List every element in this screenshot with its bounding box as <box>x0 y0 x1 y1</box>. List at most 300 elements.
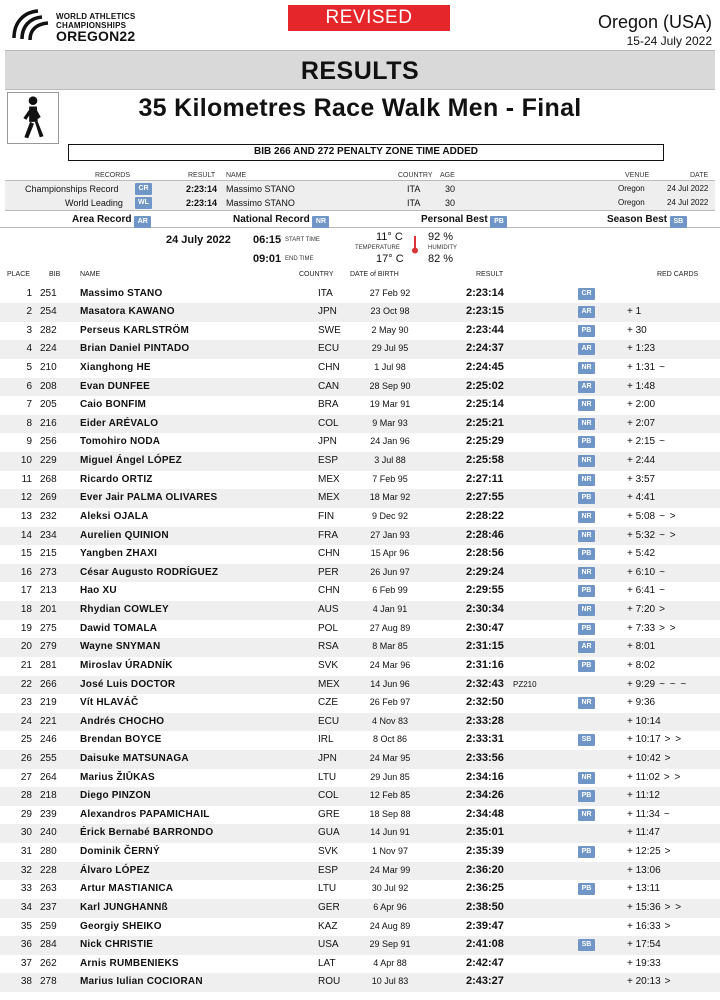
athlete-name-cell: Nick CHRISTIE <box>80 939 154 951</box>
country-cell: GUA <box>318 827 340 839</box>
gap-cell <box>627 381 655 392</box>
gap-cell <box>627 399 655 410</box>
place-cell: 38 <box>20 976 32 988</box>
dob-cell: 24 Jan 96 <box>370 436 410 447</box>
country-cell: ESP <box>318 864 339 876</box>
red-cards: ~ ~ ~ <box>659 678 688 690</box>
records-header-name: NAME <box>226 172 247 179</box>
gap-cell <box>627 492 655 503</box>
gap-cell <box>627 865 661 876</box>
time-gap: + 1:23 <box>627 343 656 355</box>
athlete-name-cell: Evan DUNFEE <box>80 380 150 392</box>
red-cards: > > <box>664 901 683 913</box>
time-gap: + 8:01 <box>627 641 656 653</box>
place-cell: 33 <box>20 883 32 895</box>
result-cell: 2:43:27 <box>466 975 504 988</box>
result-cell: 2:33:31 <box>466 733 504 746</box>
dob-cell: 24 Mar 99 <box>369 864 411 875</box>
place-cell: 3 <box>26 324 32 336</box>
record-badge: NR <box>578 697 595 709</box>
table-row <box>0 303 720 322</box>
country-cell: POL <box>318 622 339 634</box>
country-cell: CHN <box>318 585 340 597</box>
record-age: 30 <box>445 198 456 208</box>
dob-cell: 18 Mar 92 <box>369 492 411 503</box>
dob-cell: 7 Feb 95 <box>372 473 408 484</box>
place-cell: 16 <box>20 566 32 578</box>
country-cell: MEX <box>318 473 340 485</box>
result-cell: 2:42:47 <box>466 956 504 969</box>
world-athletics-logo <box>8 6 158 46</box>
bib-cell: 219 <box>40 697 57 709</box>
athlete-name-cell: César Augusto RODRÍGUEZ <box>80 566 219 578</box>
athlete-name-cell: Álvaro LÓPEZ <box>80 864 150 876</box>
bib-cell: 279 <box>40 641 57 653</box>
key-badge: NR <box>312 216 329 228</box>
thermometer-icon <box>412 236 418 254</box>
athlete-name-cell: Érick Bernabé BARRONDO <box>80 827 214 839</box>
country-cell: LAT <box>318 957 336 969</box>
dob-cell: 4 Nov 83 <box>371 715 409 726</box>
col-header-country: COUNTRY <box>299 271 334 278</box>
gap-cell <box>627 790 660 801</box>
result-cell: 2:25:02 <box>466 379 504 392</box>
table-row <box>0 471 720 490</box>
athlete-name-cell: Yangben ZHAXI <box>80 548 158 560</box>
country-cell: SWE <box>318 324 341 336</box>
place-cell: 20 <box>20 641 32 653</box>
time-gap: + 15:36 <box>627 901 661 913</box>
gap-cell <box>627 474 655 485</box>
gap-cell <box>627 846 672 857</box>
record-name: Massimo STANO <box>226 198 295 208</box>
country-cell: MEX <box>318 678 340 690</box>
table-row <box>0 862 720 881</box>
end-time: 09:01 <box>253 253 282 265</box>
bib-cell: 240 <box>40 827 57 839</box>
result-cell: 2:27:11 <box>466 472 504 485</box>
time-gap: + 2:00 <box>627 399 656 411</box>
gap-cell <box>627 939 661 950</box>
bib-cell: 282 <box>40 324 57 336</box>
athlete-name-cell: Brian Daniel PINTADO <box>80 343 190 355</box>
country-cell: CHN <box>318 548 340 560</box>
time-gap: + 2:15 <box>627 436 656 448</box>
time-gap: + 11:12 <box>627 790 660 802</box>
gap-cell <box>627 660 655 671</box>
bib-cell: 210 <box>40 361 57 373</box>
record-row-cr <box>5 182 715 196</box>
dob-cell: 9 Mar 93 <box>372 417 408 428</box>
table-row <box>0 340 720 359</box>
dob-cell: 8 Oct 86 <box>372 734 408 745</box>
penalty-notice: BIB 266 AND 272 PENALTY ZONE TIME ADDED <box>68 144 664 161</box>
gap-cell <box>627 679 687 690</box>
place-cell: 18 <box>20 604 32 616</box>
time-gap: + 5:08 <box>627 510 656 522</box>
key-area-record <box>72 214 151 228</box>
world-athletics-swirl-icon <box>8 8 52 44</box>
gap-cell <box>627 585 666 596</box>
dob-cell: 24 Mar 95 <box>369 753 411 763</box>
key-label: Area Record <box>72 214 132 225</box>
record-badge: SB <box>578 939 595 951</box>
gap-cell <box>627 734 682 745</box>
country-cell: FIN <box>318 510 335 522</box>
country-cell: CZE <box>318 697 338 709</box>
gap-cell <box>627 530 677 541</box>
table-row <box>0 285 720 304</box>
country-cell: LTU <box>318 771 337 783</box>
place-cell: 13 <box>20 510 32 522</box>
country-cell: MEX <box>318 492 340 504</box>
record-badge: NR <box>578 362 595 374</box>
dob-cell: 19 Mar 91 <box>369 399 411 410</box>
table-row <box>0 433 720 452</box>
dob-cell: 30 Jul 92 <box>371 883 409 894</box>
gap-cell <box>627 604 666 615</box>
logo-line-1: WORLD ATHLETICS <box>56 12 136 21</box>
record-badge: CR <box>578 288 595 300</box>
result-cell: 2:25:21 <box>466 416 504 429</box>
time-gap: + 5:42 <box>627 548 656 560</box>
bib-cell: 269 <box>40 492 57 504</box>
record-badge: PB <box>578 623 595 635</box>
bib-cell: 224 <box>40 343 57 355</box>
col-header-place: PLACE <box>7 271 30 278</box>
athlete-name-cell: Georgiy SHEIKO <box>80 920 162 932</box>
record-badge: AR <box>578 641 595 653</box>
dob-cell: 6 Feb 99 <box>372 585 408 596</box>
dob-cell: 29 Jun 85 <box>370 771 410 782</box>
venue-title: Oregon (USA) <box>597 12 712 32</box>
athlete-name-cell: Ricardo ORTIZ <box>80 473 153 485</box>
gap-cell <box>627 511 677 522</box>
athlete-name-cell: Wayne SNYMAN <box>80 641 161 653</box>
place-cell: 4 <box>26 343 32 355</box>
records-header-date: DATE <box>690 172 709 179</box>
table-row <box>0 973 720 992</box>
red-cards: ~ <box>659 566 666 578</box>
dob-cell: 4 Apr 88 <box>373 957 407 968</box>
bib-cell: 273 <box>40 566 57 578</box>
table-row <box>0 657 720 676</box>
table-row <box>0 378 720 397</box>
place-cell: 26 <box>20 753 32 764</box>
humidity-end: 82 % <box>428 253 454 265</box>
athlete-name-cell: Caio BONFIM <box>80 399 147 411</box>
athlete-name-cell: Rhydian COWLEY <box>80 604 169 616</box>
bib-cell: 215 <box>40 548 57 560</box>
bib-cell: 208 <box>40 380 57 392</box>
bib-cell: 263 <box>40 883 57 895</box>
bib-cell: 237 <box>40 901 57 913</box>
result-cell: 2:34:16 <box>466 770 504 783</box>
bib-cell: 264 <box>40 771 57 783</box>
athlete-name-cell: Hao XU <box>80 585 117 597</box>
time-gap: + 13:06 <box>627 864 661 876</box>
key-season-best <box>607 214 687 228</box>
table-row <box>0 489 720 508</box>
red-cards: > <box>664 846 672 858</box>
table-row <box>0 564 720 583</box>
event-title: 35 Kilometres Race Walk Men - Final <box>138 94 582 122</box>
athlete-name-cell: Perseus KARLSTRÖM <box>80 324 189 336</box>
result-cell: 2:23:14 <box>466 286 504 299</box>
red-cards: ~ <box>659 361 666 373</box>
place-cell: 11 <box>21 473 32 485</box>
record-label: Championships Record <box>25 184 119 194</box>
bib-cell: 246 <box>40 734 57 746</box>
time-gap: + 11:02 <box>627 771 660 783</box>
result-cell: 2:32:43 <box>466 677 504 690</box>
record-badge: PB <box>578 548 595 560</box>
table-row <box>0 806 720 825</box>
country-cell: SVK <box>318 659 339 671</box>
athlete-name-cell: Arnis RUMBENIEKS <box>80 957 179 969</box>
athlete-name-cell: Miguel Ángel LÓPEZ <box>80 455 182 467</box>
bib-cell: 284 <box>40 939 57 951</box>
result-cell: 2:25:14 <box>466 398 504 411</box>
gap-cell <box>627 567 666 578</box>
result-cell: 2:29:24 <box>466 565 504 578</box>
key-badge: PB <box>490 216 507 228</box>
place-cell: 9 <box>26 436 32 448</box>
records-header-country: COUNTRY <box>398 172 433 179</box>
record-badge: NR <box>578 418 595 430</box>
gap-cell <box>627 753 672 764</box>
country-cell: KAZ <box>318 920 338 932</box>
record-badge: AR <box>578 343 595 355</box>
gap-cell <box>627 623 677 634</box>
country-cell: ITA <box>318 287 333 299</box>
result-cell: 2:28:46 <box>466 528 504 541</box>
bib-cell: 280 <box>40 846 57 858</box>
red-cards: ~ > <box>659 510 677 522</box>
records-header-result: RESULT <box>188 172 216 179</box>
table-row <box>0 750 720 769</box>
place-cell: 15 <box>20 548 32 560</box>
start-time-label: START TIME <box>285 237 320 243</box>
place-cell: 10 <box>20 455 32 467</box>
key-national-record <box>233 214 329 228</box>
time-gap: + 1:48 <box>627 380 656 392</box>
record-badge: NR <box>578 511 595 523</box>
record-date: 24 Jul 2022 <box>667 184 709 193</box>
gap-cell <box>627 809 671 820</box>
bib-cell: 213 <box>40 585 57 597</box>
key-label: National Record <box>233 214 310 225</box>
record-badge: WL <box>135 197 152 209</box>
athlete-name-cell: Daisuke MATSUNAGA <box>80 753 189 764</box>
gap-cell <box>627 716 661 727</box>
key-label: Season Best <box>607 214 668 225</box>
record-label: World Leading <box>65 198 123 208</box>
country-cell: CAN <box>318 380 340 392</box>
record-badge: NR <box>578 399 595 411</box>
bib-cell: 262 <box>40 957 57 969</box>
dob-cell: 14 Jun 96 <box>370 678 410 689</box>
time-gap: + 30 <box>627 324 647 336</box>
dob-cell: 3 Jul 88 <box>374 455 406 466</box>
time-gap: + 9:36 <box>627 697 656 709</box>
place-cell: 21 <box>20 659 32 671</box>
penalty-zone-cell: PZ210 <box>513 679 537 689</box>
country-cell: JPN <box>318 436 337 448</box>
table-row <box>0 843 720 862</box>
time-gap: + 7:20 <box>627 604 656 616</box>
result-cell: 2:30:34 <box>466 603 504 616</box>
result-cell: 2:30:47 <box>466 621 504 634</box>
place-cell: 17 <box>20 585 32 597</box>
record-badge: PB <box>578 660 595 672</box>
time-gap: + 20:13 <box>627 976 661 988</box>
place-cell: 29 <box>20 808 32 820</box>
result-cell: 2:33:56 <box>466 752 504 764</box>
table-row <box>0 396 720 415</box>
result-cell: 2:29:55 <box>466 584 504 597</box>
table-row <box>0 955 720 974</box>
result-cell: 2:28:22 <box>466 509 504 522</box>
table-row <box>0 694 720 713</box>
country-cell: PER <box>318 566 339 578</box>
humidity-label: HUMIDITY <box>428 245 457 251</box>
key-label: Personal Best <box>421 214 488 225</box>
gap-cell <box>627 921 672 932</box>
red-cards: > > <box>659 622 677 634</box>
bib-cell: 234 <box>40 529 57 541</box>
place-cell: 6 <box>26 380 32 392</box>
dob-cell: 29 Jul 95 <box>371 343 409 354</box>
key-personal-best <box>421 214 507 228</box>
place-cell: 5 <box>26 361 32 373</box>
record-name: Massimo STANO <box>226 184 295 194</box>
records-header-venue: VENUE <box>625 172 650 179</box>
result-cell: 2:31:16 <box>466 658 504 671</box>
athlete-name-cell: Alexandros PAPAMICHAIL <box>80 808 210 820</box>
dob-cell: 1 Nov 97 <box>371 846 409 857</box>
bib-cell: 266 <box>40 678 57 690</box>
record-badge: AR <box>578 381 595 393</box>
result-cell: 2:28:56 <box>466 547 504 560</box>
red-cards: > > <box>663 771 682 783</box>
place-cell: 27 <box>20 771 32 783</box>
athlete-name-cell: José Luis DOCTOR <box>80 678 176 690</box>
athlete-name-cell: Vít HLAVÁČ <box>80 697 139 709</box>
bib-cell: 229 <box>40 455 57 467</box>
record-badge: NR <box>578 604 595 616</box>
place-cell: 2 <box>26 306 32 318</box>
temperature-label: TEMPERATURE <box>355 245 400 251</box>
records-header-records: RECORDS <box>95 172 131 179</box>
result-cell: 2:23:44 <box>466 323 504 336</box>
table-row <box>0 638 720 657</box>
table-row <box>0 936 720 955</box>
country-cell: SVK <box>318 846 339 858</box>
place-cell: 32 <box>20 864 32 876</box>
bib-cell: 255 <box>40 753 57 764</box>
record-key-row <box>0 214 720 228</box>
bib-cell: 221 <box>40 715 57 727</box>
key-badge: SB <box>670 216 687 228</box>
bib-cell: 218 <box>40 790 57 802</box>
red-cards: ~ <box>663 808 671 820</box>
time-gap: + 11:47 <box>627 827 660 839</box>
athlete-name-cell: Karl JUNGHANNß <box>80 901 168 913</box>
result-cell: 2:39:47 <box>466 919 504 932</box>
athlete-name-cell: Aurelien QUINION <box>80 529 169 541</box>
table-row <box>0 508 720 527</box>
dob-cell: 24 Aug 89 <box>369 920 411 931</box>
country-cell: FRA <box>318 529 338 541</box>
record-result: 2:23:14 <box>186 198 218 208</box>
result-cell: 2:36:20 <box>466 863 504 876</box>
country-cell: LTU <box>318 883 337 895</box>
table-row <box>0 899 720 918</box>
place-cell: 19 <box>20 622 32 634</box>
record-badge: PB <box>578 846 595 858</box>
dob-cell: 12 Feb 85 <box>369 790 411 801</box>
record-badge: NR <box>578 567 595 579</box>
athlete-name-cell: Aleksi OJALA <box>80 510 149 522</box>
record-badge: NR <box>578 474 595 486</box>
country-cell: BRA <box>318 399 339 411</box>
record-badge: SB <box>578 734 595 746</box>
table-row <box>0 918 720 937</box>
result-cell: 2:32:50 <box>466 696 504 709</box>
time-gap: + 8:02 <box>627 659 656 671</box>
dob-cell: 9 Dec 92 <box>371 510 409 521</box>
gap-cell <box>627 641 655 652</box>
athlete-name-cell: Brendan BOYCE <box>80 734 162 746</box>
start-time: 06:15 <box>253 234 282 246</box>
record-badge: PB <box>578 436 595 448</box>
gap-cell <box>627 697 655 708</box>
table-row <box>0 769 720 788</box>
gap-cell <box>627 827 660 838</box>
country-cell: COL <box>318 417 339 429</box>
dob-cell: 27 Jan 93 <box>370 529 410 540</box>
gap-cell <box>627 902 682 913</box>
athlete-name-cell: Eider ARÉVALO <box>80 417 159 429</box>
time-gap: + 10:17 <box>627 734 661 746</box>
country-cell: COL <box>318 790 339 802</box>
time-gap: + 3:57 <box>627 473 656 485</box>
temp-end: 17° C <box>376 253 404 265</box>
record-badge: AR <box>578 306 595 318</box>
gap-cell <box>627 976 672 987</box>
record-badge: PB <box>578 883 595 895</box>
bib-cell: 281 <box>40 659 57 671</box>
humidity-start: 92 % <box>428 231 454 243</box>
record-badge: PB <box>578 492 595 504</box>
place-cell: 28 <box>20 790 32 802</box>
red-cards: > <box>664 753 672 764</box>
place-cell: 35 <box>20 920 32 932</box>
col-header-red-cards: RED CARDS <box>657 271 699 278</box>
bib-cell: 259 <box>40 920 57 932</box>
gap-cell <box>627 772 681 783</box>
col-header-name: NAME <box>80 271 101 278</box>
athlete-name-cell: Marius ŽIŪKAS <box>80 771 155 783</box>
bib-cell: 216 <box>40 417 57 429</box>
gap-cell <box>627 958 661 969</box>
race-date: 24 July 2022 <box>166 234 231 246</box>
place-cell: 31 <box>20 846 32 858</box>
record-badge: PB <box>578 325 595 337</box>
record-badge: NR <box>578 530 595 542</box>
records-header-age: AGE <box>440 172 455 179</box>
